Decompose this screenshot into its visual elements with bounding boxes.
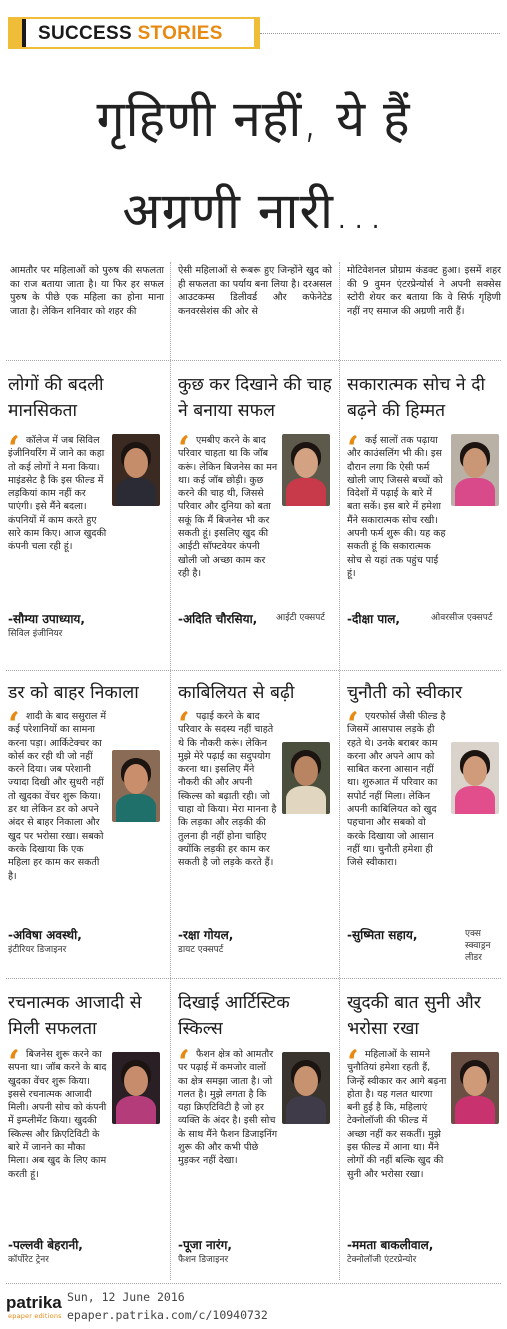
top-divider — [260, 33, 500, 34]
edition-url[interactable]: epaper.patrika.com/c/10940732 — [67, 1308, 268, 1322]
story-card — [347, 990, 502, 1290]
story-body: शादी के बाद ससुराल में कई परेशानियों का सामना करना पड़ा। आर्किटेक्चर का कोर्स कर रही थी जो नहीं करने दिया। जब परेशानी ज्यादा दिखी और सुधरी नहीं तो खुदका वेंचर शुरू किया। डर था लेकिन डर को अपने अंदर से बाहर निकाला और खुद पर भरोसा रखा। सबको करके दिखाया कि एक महिला हर काम कर सकती है। — [8, 711, 107, 882]
story-title: खुदकी बात सुनी और भरोसा रखा — [347, 993, 481, 1039]
story-byline: -अविषा अवस्थी, — [8, 928, 82, 942]
portrait-photo — [112, 434, 160, 506]
portrait-photo — [112, 1052, 160, 1124]
story-card — [347, 372, 502, 672]
story-title: चुनौती को स्वीकार — [347, 683, 463, 703]
quote-mark-icon: ‘ — [178, 429, 190, 469]
section-label-part2: STORIES — [137, 23, 223, 44]
portrait-photo — [282, 1052, 330, 1124]
story-byline: -अदिति चौरसिया, — [178, 612, 258, 626]
story-body: एमबीए करने के बाद परिवार चाहता था कि जॉब करूं। लेकिन बिजनेस का मन था। कई जॉब छोड़ी। कुछ करने की चाह थी, जिससे परिवार और दुनिया को बता सकूं कि मैं बिजनेस भी कर सकती हूं। इसलिए खुद की आईटी सॉफ्टवेयर कंपनी खोली जो अच्छा काम कर रही है। — [178, 435, 278, 579]
story-role: आईटी एक्सपर्ट — [276, 613, 325, 623]
section-label-part1: SUCCESS — [38, 23, 132, 44]
section-label — [38, 23, 223, 45]
edition-date: Sun, 12 June 2016 — [67, 1290, 185, 1304]
story-title: रचनात्मक आजादी से मिली सफलता — [8, 993, 142, 1039]
story-title: डर को बाहर निकाला — [8, 683, 139, 703]
portrait-photo — [451, 742, 499, 814]
story-role: एक्स स्क्वाड्रन लीडर — [465, 929, 491, 963]
quote-mark-icon: ‘ — [178, 1043, 190, 1083]
intro-column-2: ऐसी महिलाओं से रूबरू हुए जिन्होंने खुद को ही सफलता का पर्याय बना लिया है। दरअसल आउटकम्स डिलीवर्ड और कफेनेटेड कनवरसेशंस की ओर से — [178, 265, 332, 317]
story-title: कुछ कर दिखाने की चाह ने बनाया सफल — [178, 375, 332, 421]
headline-line2: अग्रणी नारी... — [122, 182, 385, 240]
story-card — [8, 680, 163, 980]
portrait-photo — [282, 742, 330, 814]
story-card — [178, 680, 333, 980]
story-body: बिजनेस शुरू करने का सपना था। जॉब करने के बाद खुदका वेंचर शुरू किया। इससे रचनात्मक आजादी मिली। अपनी सोच को कंपनी में इम्प्लीमेंट किया। खुदकी स्किल्स और क्रिएटिविटी के बारे में जानने का मौका मिला। अब खुद के लिए काम करती हूं। — [8, 1049, 107, 1180]
story-byline: -सौम्या उपाध्याय, — [8, 612, 85, 626]
portrait-photo — [112, 750, 160, 822]
story-role: ओवरसीज एक्सपर्ट — [431, 613, 493, 623]
story-body: महिलाओं के सामने चुनौतियां हमेशा रहती हैं, जिन्हें स्वीकार कर आगे बढ़ना होता है। यह गलत धारणा बनी हुई है कि, महिलाएं टेक्नोलॉजी की फील्ड में अच्छा नहीं कर सकतीं। मुझे इस फील्ड में आना था। मैंने लोगों की नहीं बल्कि खुद की सुनी और भरोसा रखा। — [347, 1049, 447, 1180]
story-body: कॉलेज में जब सिविल इंजीनियरिंग में जाने का कहा तो कई लोगों ने मना किया। माइंडसेट है कि इस फील्ड में लड़कियां काम नहीं कर पाएंगी। इसे मैंने बदला। कंपनियों में काम करते हुए सारे काम किए। आज खुदकी कंपनी चला रही हूं। — [8, 435, 107, 553]
quote-mark-icon: ‘ — [8, 429, 20, 469]
story-byline: -सुष्मिता सहाय, — [347, 928, 418, 942]
story-role: डायट एक्सपर्ट — [178, 945, 224, 955]
story-byline: -पूजा नारंग, — [178, 1238, 232, 1252]
story-role: फैशन डिजाइनर — [178, 1255, 229, 1265]
story-byline: -ममता बाकलीवाल, — [347, 1238, 434, 1252]
story-card — [178, 372, 333, 672]
story-body: फैशन क्षेत्र को आमतौर पर पढ़ाई में कमजोर वालों का क्षेत्र समझा जाता है। जो गलत है। मुझे लगता है कि यहा क्रिएटिविटी है जो हर व्यक्ति के अंदर है। इसी सोच के साथ मैंने फैशन डिजाइनिंग शुरू की और कभी पीछे मुड़कर नहीं देखा। — [178, 1049, 278, 1167]
quote-mark-icon: ‘ — [347, 1043, 359, 1083]
story-body: पढ़ाई करने के बाद परिवार के सदस्य नहीं चाहते थे कि नौकरी करूं। लेकिन मुझे मेरे पढ़ाई का सदुपयोग करना था। इसलिए मैंने नौकरी की और अपनी स्किल्स को बढ़ाती रही। जो चाहा वो किया। मेरा मानना है कि लड़का और लड़की की तुलना ही नहीं होना चाहिए क्योंकि लड़की हर काम कर सकती है जो लड़के करते हैं। — [178, 711, 277, 869]
story-body: कई सालों तक पढ़ाया और काउंसलिंग भी की। इस दौरान लगा कि ऐसी फर्म खोली जाए जिससे बच्चों को विदेशों में पढ़ाई के बारे में बता सकें। इस बारे में हमेशा मैंने सकारात्मक सोच रखी। अपनी फर्म शुरू की। यह कह सकती हूं कि सकारात्मक सोच से यहां तक पहुंच पाई हूं। — [347, 435, 446, 579]
logo-tagline: epaper editions — [8, 1312, 62, 1320]
row-divider — [6, 360, 501, 361]
story-byline: -पल्लवी बेहरानी, — [8, 1238, 83, 1252]
story-title: दिखाई आर्टिस्टिक स्किल्स — [178, 993, 290, 1039]
column-divider — [170, 262, 171, 1280]
logo-wordmark: patrika — [6, 1293, 62, 1312]
portrait-photo — [282, 434, 330, 506]
patrika-logo — [6, 1293, 62, 1321]
story-role: सिविल इंजीनियर — [8, 629, 63, 639]
column-divider — [339, 262, 340, 1280]
story-title: लोगों की बदली मानसिकता — [8, 375, 104, 421]
story-card — [347, 680, 502, 980]
portrait-photo — [451, 434, 499, 506]
headline-line1: गृहिणी नहीं, ये हैं — [96, 90, 411, 148]
portrait-photo — [451, 1052, 499, 1124]
story-title: सकारात्मक सोच ने दी बढ़ने की हिम्मत — [347, 375, 486, 421]
story-card — [8, 372, 163, 672]
story-byline: -रक्षा गोयल, — [178, 928, 234, 942]
intro-column-1: आमतौर पर महिलाओं को पुरुष की सफलता का राज बताया जाता है। या फिर हर सफल पुरुष के पीछे एक महिला का होना माना जाता है। लेकिन शनिवार को शहर की — [10, 265, 164, 317]
quote-mark-icon: ‘ — [347, 705, 359, 745]
quote-mark-icon: ‘ — [8, 1043, 20, 1083]
story-title: काबिलियत से बढ़ी — [178, 683, 295, 703]
quote-mark-icon: ‘ — [178, 705, 190, 745]
story-card — [8, 990, 163, 1290]
quote-mark-icon: ‘ — [347, 429, 359, 469]
section-banner — [8, 17, 260, 49]
intro-column-3: मोटिवेशनल प्रोग्राम कंडक्ट हुआ। इसमें शहर की 9 वुमन एंटरप्रेन्योर्स ने अपनी सक्सेस स्टोरी शेयर कर बताया कि वे सिर्फ गृहिणी नहीं नए समाज की अग्रणी नारी हैं। — [347, 265, 501, 317]
story-role: कॉर्पोरेट ट्रेनर — [8, 1255, 49, 1265]
story-role: टेक्नोलॉजी एंटरप्रेन्योर — [347, 1255, 417, 1265]
story-role: इंटीरियर डिजाइनर — [8, 945, 67, 955]
story-byline: -दीक्षा पाल, — [347, 612, 400, 626]
story-body: एयरफोर्स जैसी फील्ड है जिसमें आसपास लड़के ही रहते थे। उनके बराबर काम करना और अपने आप को साबित करना आसान नहीं था। शुरुआत में परिवार का सपोर्ट नहीं मिला। लेकिन अपनी काबिलियत को खुद पहचाना और सबको वो करके दिखाया जो आसान नहीं था। चुनौती हमेशा ही जिसे स्वीकारा। — [347, 711, 446, 869]
quote-mark-icon: ‘ — [8, 705, 20, 745]
story-card — [178, 990, 333, 1290]
